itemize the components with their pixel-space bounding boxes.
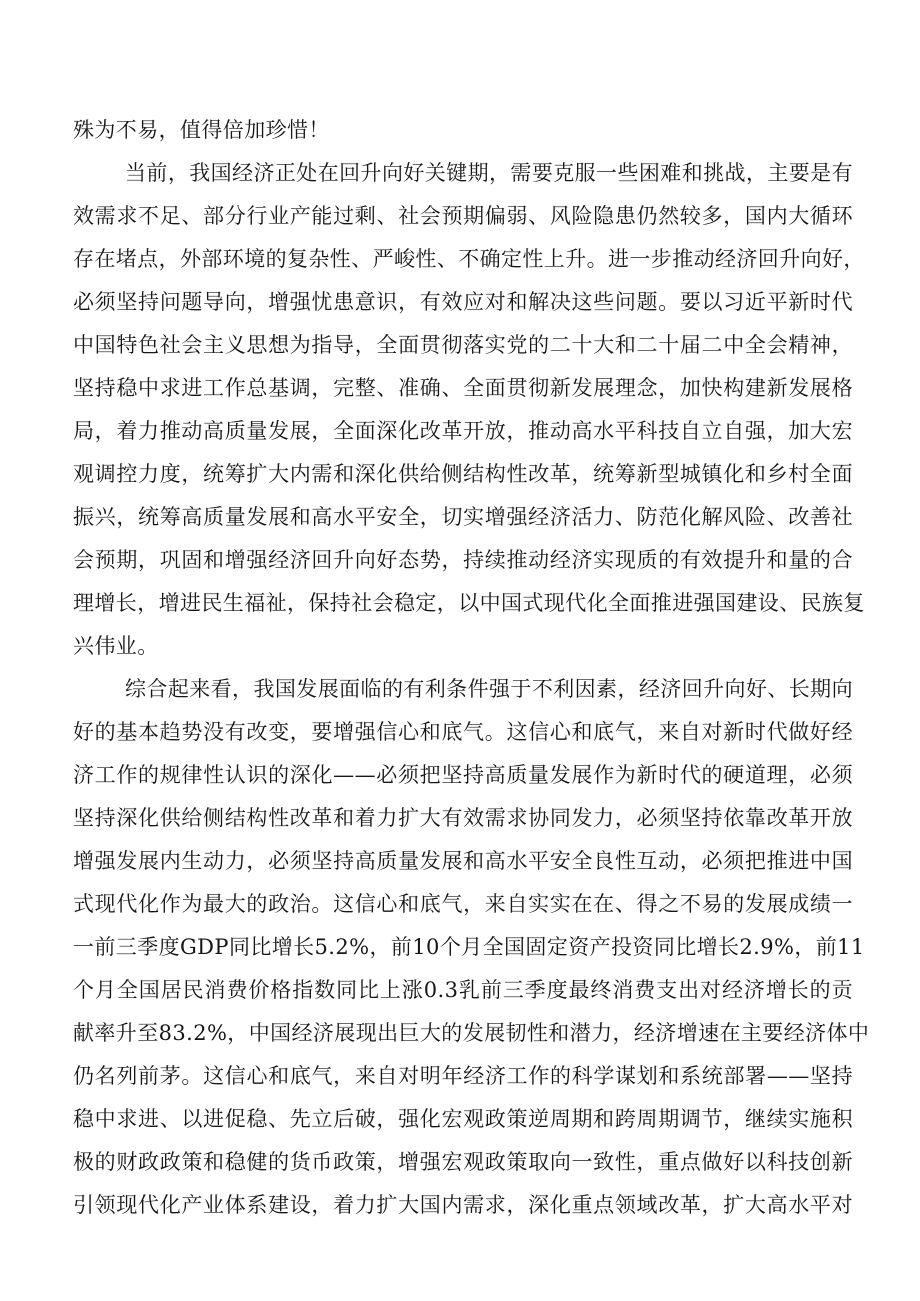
text-line: 个月全国居民消费价格指数同比上涨0.3乳前三季度最终消费支出对经济增长的贡 <box>73 978 853 1002</box>
text-line: 存在堵点，外部环境的复杂性、严峻性、不确定性上升。进一步推动经济回升向好， <box>73 247 865 271</box>
text-line: 献率升至83.2%，中国经济展现出巨大的发展韧性和潜力，经济增速在主要经济体中 <box>73 1021 870 1045</box>
text-line: 一前三季度GDP同比增长5.2%，前10个月全国固定资产投资同比增长2.9%，前11 <box>73 935 865 959</box>
text-line: 必须坚持问题导向，增强忧患意识，有效应对和解决这些问题。要以习近平新时代 <box>73 290 853 314</box>
text-line: 仍名列前茅。这信心和底气，来自对明年经济工作的科学谋划和系统部署——坚持 <box>73 1064 853 1088</box>
text-line: 增强发展内生动力，必须坚持高质量发展和高水平安全良性互动，必须把推进中国 <box>73 849 853 873</box>
paragraph-first-line: 当前，我国经济正处在回升向好关键期，需要克服一些困难和挑战，主要是有 <box>125 161 853 185</box>
text-line: 会预期，巩固和增强经济回升向好态势，持续推动经济实现质的有效提升和量的合 <box>73 548 853 572</box>
text-line: 济工作的规律性认识的深化——必须把坚持高质量发展作为新时代的硬道理，必须 <box>73 763 853 787</box>
text-line: 引领现代化产业体系建设，着力扩大国内需求，深化重点领域改革，扩大高水平对 <box>73 1193 853 1217</box>
text-line: 理增长，增进民生福祉，保持社会稳定，以中国式现代化全面推进强国建设、民族复 <box>73 591 865 615</box>
text-line: 观调控力度，统筹扩大内需和深化供给侧结构性改革，统筹新型城镇化和乡村全面 <box>73 462 853 486</box>
text-line: 振兴，统筹高质量发展和高水平安全，切实增强经济活力、防范化解风险、改善社 <box>73 505 853 529</box>
text-line: 坚持稳中求进工作总基调，完整、准确、全面贯彻新发展理念，加快构建新发展格 <box>73 376 853 400</box>
text-line: 式现代化作为最大的政治。这信心和底气，来自实实在在、得之不易的发展成绩一 <box>73 892 853 916</box>
text-line: 兴伟业。 <box>73 634 159 658</box>
text-line: 殊为不易，值得倍加珍惜！ <box>73 118 330 142</box>
text-line: 好的基本趋势没有改变，要增强信心和底气。这信心和底气，来自对新时代做好经 <box>73 720 853 744</box>
text-line: 稳中求进、以进促稳、先立后破，强化宏观政策逆周期和跨周期调节，继续实施积 <box>73 1107 853 1131</box>
text-line: 局，着力推动高质量发展，全面深化改革开放，推动高水平科技自立自强，加大宏 <box>73 419 853 443</box>
text-line: 效需求不足、部分行业产能过剩、社会预期偏弱、风险隐患仍然较多，国内大循环 <box>73 204 853 228</box>
paragraph-first-line: 综合起来看，我国发展面临的有利条件强于不利因素，经济回升向好、长期向 <box>125 677 853 701</box>
text-line: 中国特色社会主义思想为指导，全面贯彻落实党的二十大和二十届二中全会精神， <box>73 333 853 357</box>
text-line: 极的财政政策和稳健的货币政策，增强宏观政策取向一致性，重点做好以科技创新 <box>73 1150 853 1174</box>
text-line: 坚持深化供给侧结构性改革和着力扩大有效需求协同发力，必须坚持依靠改革开放 <box>73 806 853 830</box>
